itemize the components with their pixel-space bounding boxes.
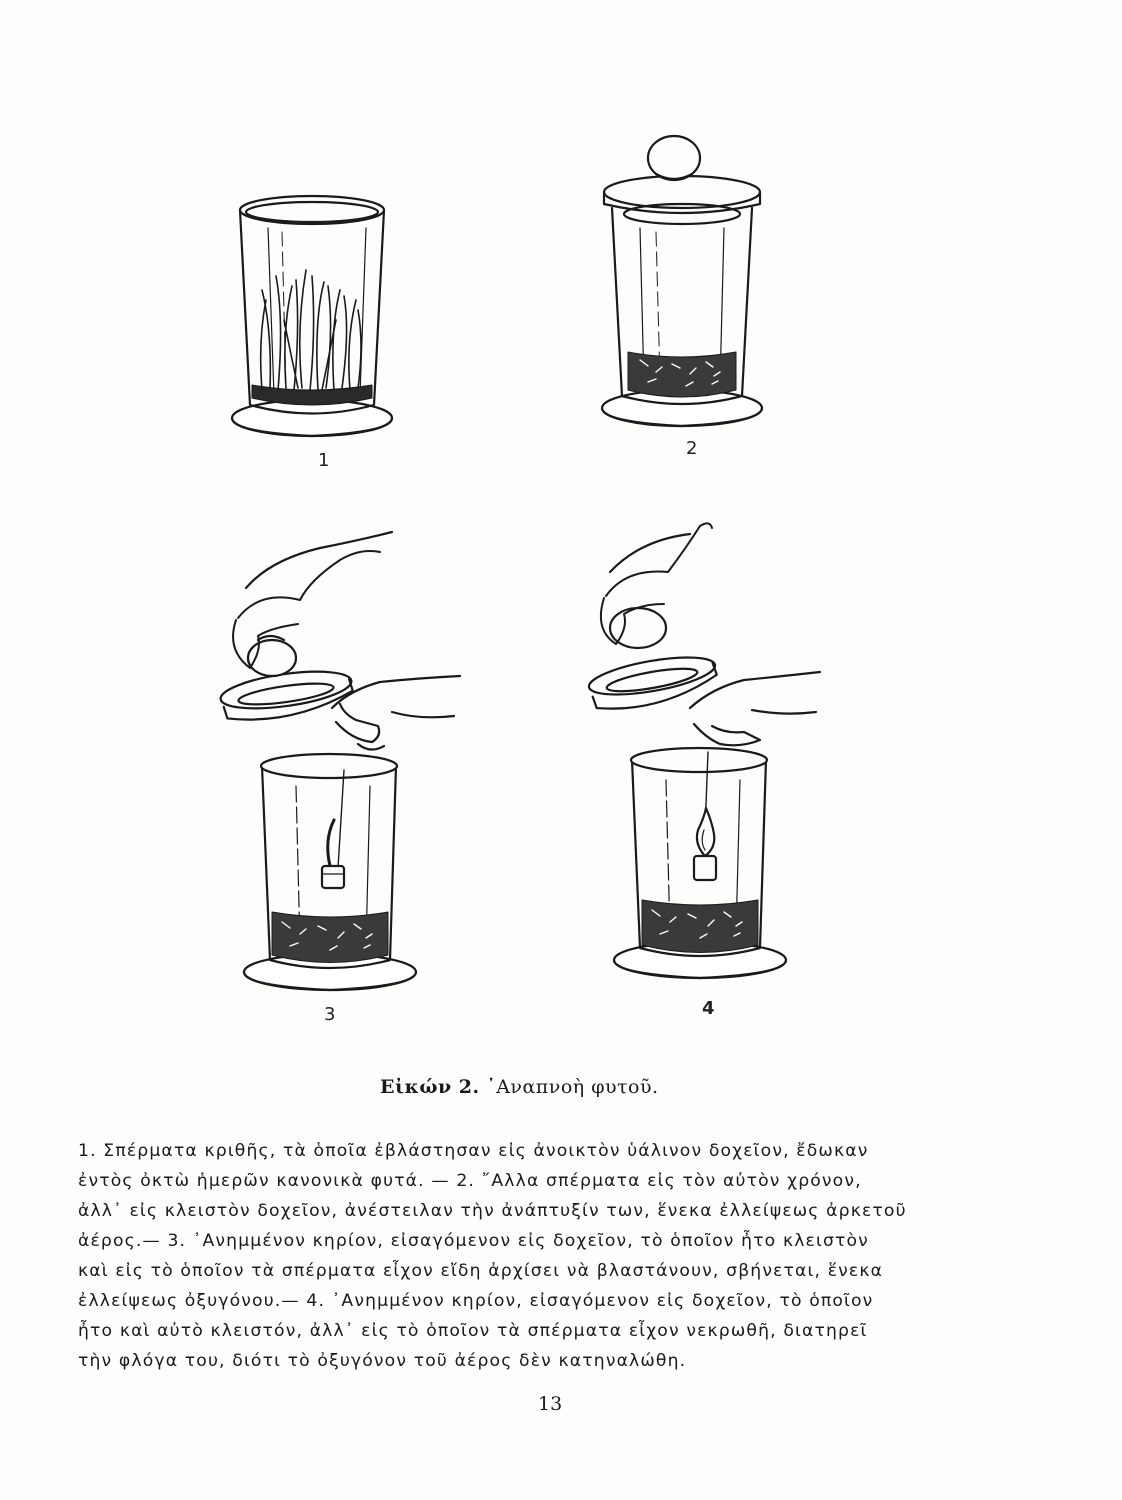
panel-2-closed-jar xyxy=(602,136,762,426)
text-line: ἐντὸς ὀκτὼ ἡμερῶν κανονικὰ φυτά. — 2. ῎Αλλα σπέρματα εἰς τὸν αὐτὸν χρόνον, xyxy=(78,1171,862,1191)
text-line: 1. Σπέρματα κριθῆς, τὰ ὁποῖα ἐβλάστησαν εἰς ἀνοικτὸν ὑάλινον δοχεῖον, ἔδωκαν xyxy=(78,1141,869,1161)
panel-3-candle-extinguished xyxy=(218,532,460,990)
caption-label: Εἰκών 2. xyxy=(380,1076,480,1098)
panel-1-open-jar xyxy=(232,196,392,436)
text-line: τὴν φλόγα του, διότι τὸ ὀξυγόνον τοῦ ἀέρος δὲν κατηναλώθη. xyxy=(78,1351,687,1371)
page-number: 13 xyxy=(538,1393,563,1415)
text-line: ἐλλείψεως ὀξυγόνου.— 4. ᾽Ανημμένον κηρίον, εἰσαγόμενον εἰς δοχεῖον, τὸ ὁποῖον xyxy=(78,1291,874,1311)
text-line: ἀέρος.— 3. ᾽Ανημμένον κηρίον, εἰσαγόμενον εἰς δοχεῖον, τὸ ὁποῖον ἦτο κλειστὸν xyxy=(78,1231,869,1251)
figure-caption xyxy=(380,1076,800,1098)
panel-number-3: 3 xyxy=(324,1004,336,1025)
panel-number-1: 1 xyxy=(318,450,330,471)
text-line: ἀλλ᾽ εἰς κλειστὸν δοχεῖον, ἀνέστειλαν τὴν ἀνάπτυξίν των, ἕνεκα ἐλλείψεως ἀρκετοῦ xyxy=(78,1201,907,1221)
sprouts xyxy=(261,270,361,390)
caption-title: ᾽Αναπνοὴ φυτοῦ. xyxy=(486,1076,659,1098)
text-line: ἦτο καὶ αὐτὸ κλειστόν, ἀλλ᾽ εἰς τὸ ὁποῖον τὰ σπέρματα εἶχον νεκρωθῆ, διατηρεῖ xyxy=(78,1321,868,1341)
panel-4-candle-burning xyxy=(586,523,820,978)
figure-explanation xyxy=(78,1136,1038,1376)
text-line: καὶ εἰς τὸ ὁποῖον τὰ σπέρματα εἶχον εἴδη ἀρχίσει νὰ βλαστάνουν, σβήνεται, ἕνεκα xyxy=(78,1261,884,1281)
panel-number-2: 2 xyxy=(686,438,698,459)
panel-number-4: 4 xyxy=(702,998,715,1019)
